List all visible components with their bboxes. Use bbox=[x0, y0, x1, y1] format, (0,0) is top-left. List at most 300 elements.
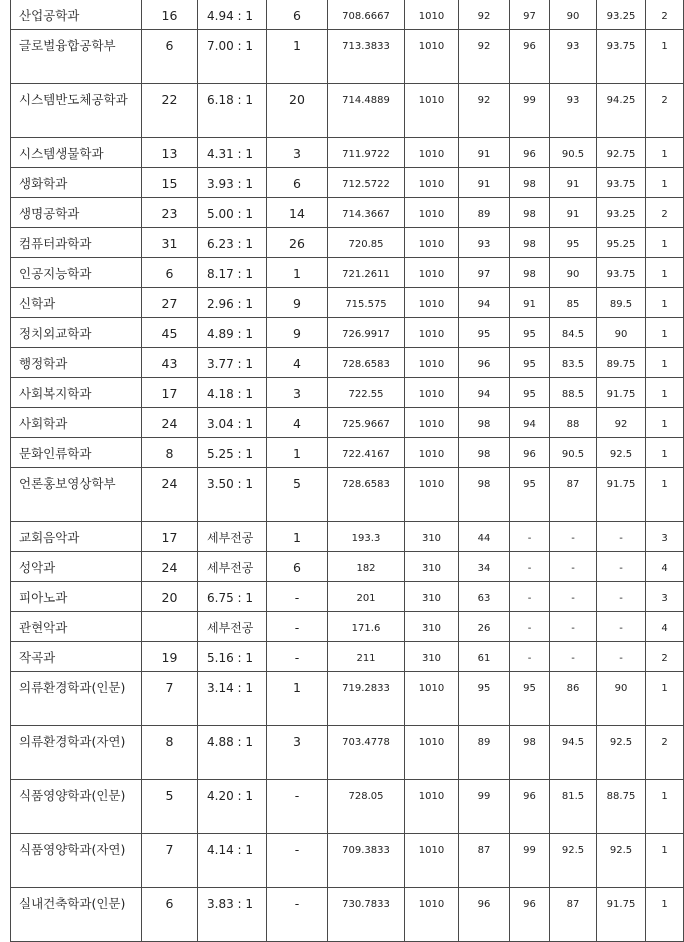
grade-cell: 1 bbox=[646, 672, 684, 726]
grade-cell: 2 bbox=[646, 84, 684, 138]
subject-score-cell: - bbox=[510, 612, 550, 642]
department-cell: 산업공학과 bbox=[11, 0, 142, 30]
average-score-cell: 90 bbox=[597, 672, 646, 726]
score-cell: 703.4778 bbox=[328, 726, 405, 780]
additional-pass-cell: 6 bbox=[267, 0, 328, 30]
subject-score-cell: - bbox=[550, 522, 597, 552]
subject-score-cell: - bbox=[550, 582, 597, 612]
table-row bbox=[11, 834, 684, 888]
subject-score-cell: 98 bbox=[510, 258, 550, 288]
subject-score-cell: 90 bbox=[550, 0, 597, 30]
max-score-cell: 1010 bbox=[405, 168, 459, 198]
average-score-cell: 94.25 bbox=[597, 84, 646, 138]
subject-score-cell: 98 bbox=[510, 228, 550, 258]
competition-ratio-cell: 4.89 : 1 bbox=[198, 318, 267, 348]
score-cell: 211 bbox=[328, 642, 405, 672]
additional-pass-cell: 4 bbox=[267, 348, 328, 378]
quota-cell: 27 bbox=[142, 288, 198, 318]
additional-pass-cell: 6 bbox=[267, 168, 328, 198]
table-row bbox=[11, 552, 684, 582]
competition-ratio-cell: 3.93 : 1 bbox=[198, 168, 267, 198]
score-cell: 709.3833 bbox=[328, 834, 405, 888]
max-score-cell: 1010 bbox=[405, 780, 459, 834]
department-cell: 행정학과 bbox=[11, 348, 142, 378]
score-cell: 719.2833 bbox=[328, 672, 405, 726]
score-cell: 728.05 bbox=[328, 780, 405, 834]
subject-score-cell: 81.5 bbox=[550, 780, 597, 834]
average-score-cell: 95.25 bbox=[597, 228, 646, 258]
max-score-cell: 1010 bbox=[405, 438, 459, 468]
table-row bbox=[11, 672, 684, 726]
subject-score-cell: 89 bbox=[459, 726, 510, 780]
subject-score-cell: - bbox=[550, 642, 597, 672]
additional-pass-cell: - bbox=[267, 582, 328, 612]
subject-score-cell: 84.5 bbox=[550, 318, 597, 348]
quota-cell: 17 bbox=[142, 522, 198, 552]
grade-cell: 4 bbox=[646, 612, 684, 642]
max-score-cell: 310 bbox=[405, 522, 459, 552]
subject-score-cell: 90 bbox=[550, 258, 597, 288]
subject-score-cell: 88 bbox=[550, 408, 597, 438]
subject-score-cell: 94.5 bbox=[550, 726, 597, 780]
quota-cell: 7 bbox=[142, 834, 198, 888]
department-cell: 식품영양학과(인문) bbox=[11, 780, 142, 834]
department-cell: 작곡과 bbox=[11, 642, 142, 672]
competition-ratio-cell: 3.83 : 1 bbox=[198, 888, 267, 942]
grade-cell: 1 bbox=[646, 438, 684, 468]
competition-ratio-cell: 3.50 : 1 bbox=[198, 468, 267, 522]
competition-ratio-cell: 4.88 : 1 bbox=[198, 726, 267, 780]
grade-cell: 1 bbox=[646, 408, 684, 438]
average-score-cell: - bbox=[597, 642, 646, 672]
subject-score-cell: - bbox=[510, 582, 550, 612]
average-score-cell: 93.75 bbox=[597, 168, 646, 198]
subject-score-cell: 94 bbox=[510, 408, 550, 438]
subject-score-cell: 91 bbox=[459, 138, 510, 168]
table-row bbox=[11, 438, 684, 468]
average-score-cell: 92.75 bbox=[597, 138, 646, 168]
table-row bbox=[11, 0, 684, 30]
competition-ratio-cell: 6.23 : 1 bbox=[198, 228, 267, 258]
department-cell: 의류환경학과(자연) bbox=[11, 726, 142, 780]
average-score-cell: 90 bbox=[597, 318, 646, 348]
competition-ratio-cell: 3.04 : 1 bbox=[198, 408, 267, 438]
competition-ratio-cell: 4.31 : 1 bbox=[198, 138, 267, 168]
grade-cell: 1 bbox=[646, 30, 684, 84]
subject-score-cell: 95 bbox=[510, 468, 550, 522]
quota-cell: 8 bbox=[142, 726, 198, 780]
subject-score-cell: 97 bbox=[459, 258, 510, 288]
quota-cell: 31 bbox=[142, 228, 198, 258]
grade-cell: 1 bbox=[646, 258, 684, 288]
subject-score-cell: 99 bbox=[510, 834, 550, 888]
subject-score-cell: 34 bbox=[459, 552, 510, 582]
subject-score-cell: 95 bbox=[510, 378, 550, 408]
table-body bbox=[11, 0, 684, 942]
max-score-cell: 1010 bbox=[405, 726, 459, 780]
competition-ratio-cell: 3.77 : 1 bbox=[198, 348, 267, 378]
max-score-cell: 1010 bbox=[405, 834, 459, 888]
table-row bbox=[11, 378, 684, 408]
average-score-cell: 93.75 bbox=[597, 30, 646, 84]
additional-pass-cell: 1 bbox=[267, 258, 328, 288]
additional-pass-cell: - bbox=[267, 612, 328, 642]
subject-score-cell: 95 bbox=[550, 228, 597, 258]
quota-cell: 8 bbox=[142, 438, 198, 468]
score-cell: 182 bbox=[328, 552, 405, 582]
department-cell: 성악과 bbox=[11, 552, 142, 582]
additional-pass-cell: - bbox=[267, 888, 328, 942]
competition-ratio-cell: 세부전공 bbox=[198, 522, 267, 552]
department-cell: 인공지능학과 bbox=[11, 258, 142, 288]
subject-score-cell: 96 bbox=[459, 888, 510, 942]
competition-ratio-cell: 4.14 : 1 bbox=[198, 834, 267, 888]
subject-score-cell: 89 bbox=[459, 198, 510, 228]
subject-score-cell: 86 bbox=[550, 672, 597, 726]
score-cell: 725.9667 bbox=[328, 408, 405, 438]
average-score-cell: - bbox=[597, 582, 646, 612]
subject-score-cell: 96 bbox=[510, 888, 550, 942]
subject-score-cell: 99 bbox=[459, 780, 510, 834]
grade-cell: 3 bbox=[646, 582, 684, 612]
average-score-cell: 89.75 bbox=[597, 348, 646, 378]
additional-pass-cell: 3 bbox=[267, 378, 328, 408]
score-cell: 193.3 bbox=[328, 522, 405, 552]
quota-cell: 15 bbox=[142, 168, 198, 198]
max-score-cell: 310 bbox=[405, 582, 459, 612]
additional-pass-cell: - bbox=[267, 642, 328, 672]
department-cell: 사회학과 bbox=[11, 408, 142, 438]
score-cell: 715.575 bbox=[328, 288, 405, 318]
average-score-cell: - bbox=[597, 612, 646, 642]
competition-ratio-cell: 4.94 : 1 bbox=[198, 0, 267, 30]
department-cell: 문화인류학과 bbox=[11, 438, 142, 468]
additional-pass-cell: 26 bbox=[267, 228, 328, 258]
quota-cell: 43 bbox=[142, 348, 198, 378]
subject-score-cell: 85 bbox=[550, 288, 597, 318]
table-row bbox=[11, 726, 684, 780]
table-row bbox=[11, 228, 684, 258]
max-score-cell: 1010 bbox=[405, 348, 459, 378]
score-cell: 171.6 bbox=[328, 612, 405, 642]
score-cell: 722.4167 bbox=[328, 438, 405, 468]
department-cell: 관현악과 bbox=[11, 612, 142, 642]
additional-pass-cell: 1 bbox=[267, 30, 328, 84]
grade-cell: 1 bbox=[646, 348, 684, 378]
grade-cell: 1 bbox=[646, 468, 684, 522]
subject-score-cell: 92.5 bbox=[550, 834, 597, 888]
subject-score-cell: 87 bbox=[459, 834, 510, 888]
max-score-cell: 1010 bbox=[405, 408, 459, 438]
subject-score-cell: 98 bbox=[459, 408, 510, 438]
competition-ratio-cell: 세부전공 bbox=[198, 612, 267, 642]
subject-score-cell: 94 bbox=[459, 288, 510, 318]
subject-score-cell: 98 bbox=[510, 726, 550, 780]
table-row bbox=[11, 168, 684, 198]
max-score-cell: 1010 bbox=[405, 318, 459, 348]
department-cell: 교회음악과 bbox=[11, 522, 142, 552]
max-score-cell: 310 bbox=[405, 642, 459, 672]
score-cell: 728.6583 bbox=[328, 348, 405, 378]
subject-score-cell: 94 bbox=[459, 378, 510, 408]
subject-score-cell: 92 bbox=[459, 30, 510, 84]
score-cell: 714.3667 bbox=[328, 198, 405, 228]
additional-pass-cell: 20 bbox=[267, 84, 328, 138]
subject-score-cell: 95 bbox=[459, 672, 510, 726]
average-score-cell: - bbox=[597, 552, 646, 582]
competition-ratio-cell: 6.18 : 1 bbox=[198, 84, 267, 138]
quota-cell: 19 bbox=[142, 642, 198, 672]
subject-score-cell: 87 bbox=[550, 468, 597, 522]
admission-results-table-container bbox=[10, 0, 684, 942]
subject-score-cell: 96 bbox=[459, 348, 510, 378]
department-cell: 실내건축학과(인문) bbox=[11, 888, 142, 942]
table-row bbox=[11, 582, 684, 612]
subject-score-cell: 83.5 bbox=[550, 348, 597, 378]
quota-cell: 7 bbox=[142, 672, 198, 726]
subject-score-cell: - bbox=[510, 522, 550, 552]
max-score-cell: 1010 bbox=[405, 288, 459, 318]
competition-ratio-cell: 5.16 : 1 bbox=[198, 642, 267, 672]
grade-cell: 2 bbox=[646, 0, 684, 30]
quota-cell: 23 bbox=[142, 198, 198, 228]
subject-score-cell: 44 bbox=[459, 522, 510, 552]
table-row bbox=[11, 642, 684, 672]
average-score-cell: 92.5 bbox=[597, 834, 646, 888]
quota-cell: 24 bbox=[142, 552, 198, 582]
additional-pass-cell: 14 bbox=[267, 198, 328, 228]
department-cell: 컴퓨터과학과 bbox=[11, 228, 142, 258]
grade-cell: 1 bbox=[646, 834, 684, 888]
score-cell: 713.3833 bbox=[328, 30, 405, 84]
max-score-cell: 1010 bbox=[405, 0, 459, 30]
table-row bbox=[11, 408, 684, 438]
subject-score-cell: 96 bbox=[510, 438, 550, 468]
quota-cell: 22 bbox=[142, 84, 198, 138]
department-cell: 시스템생물학과 bbox=[11, 138, 142, 168]
additional-pass-cell: 9 bbox=[267, 288, 328, 318]
average-score-cell: - bbox=[597, 522, 646, 552]
competition-ratio-cell: 8.17 : 1 bbox=[198, 258, 267, 288]
grade-cell: 1 bbox=[646, 138, 684, 168]
average-score-cell: 93.75 bbox=[597, 258, 646, 288]
max-score-cell: 1010 bbox=[405, 378, 459, 408]
subject-score-cell: 95 bbox=[510, 318, 550, 348]
grade-cell: 1 bbox=[646, 780, 684, 834]
max-score-cell: 1010 bbox=[405, 198, 459, 228]
additional-pass-cell: - bbox=[267, 834, 328, 888]
subject-score-cell: 61 bbox=[459, 642, 510, 672]
subject-score-cell: 97 bbox=[510, 0, 550, 30]
subject-score-cell: 95 bbox=[510, 672, 550, 726]
max-score-cell: 1010 bbox=[405, 672, 459, 726]
table-row bbox=[11, 258, 684, 288]
max-score-cell: 1010 bbox=[405, 258, 459, 288]
competition-ratio-cell: 3.14 : 1 bbox=[198, 672, 267, 726]
grade-cell: 1 bbox=[646, 378, 684, 408]
score-cell: 721.2611 bbox=[328, 258, 405, 288]
max-score-cell: 1010 bbox=[405, 84, 459, 138]
score-cell: 730.7833 bbox=[328, 888, 405, 942]
quota-cell: 24 bbox=[142, 408, 198, 438]
subject-score-cell: 93 bbox=[550, 84, 597, 138]
subject-score-cell: 92 bbox=[459, 84, 510, 138]
grade-cell: 4 bbox=[646, 552, 684, 582]
admission-results-table bbox=[10, 0, 684, 942]
table-row bbox=[11, 468, 684, 522]
subject-score-cell: 91 bbox=[459, 168, 510, 198]
max-score-cell: 310 bbox=[405, 612, 459, 642]
department-cell: 식품영양학과(자연) bbox=[11, 834, 142, 888]
competition-ratio-cell: 5.25 : 1 bbox=[198, 438, 267, 468]
max-score-cell: 1010 bbox=[405, 138, 459, 168]
department-cell: 언론홍보영상학부 bbox=[11, 468, 142, 522]
quota-cell: 6 bbox=[142, 888, 198, 942]
department-cell: 피아노과 bbox=[11, 582, 142, 612]
table-row bbox=[11, 288, 684, 318]
table-row bbox=[11, 888, 684, 942]
max-score-cell: 310 bbox=[405, 552, 459, 582]
additional-pass-cell: 5 bbox=[267, 468, 328, 522]
additional-pass-cell: 6 bbox=[267, 552, 328, 582]
quota-cell: 13 bbox=[142, 138, 198, 168]
additional-pass-cell: 4 bbox=[267, 408, 328, 438]
quota-cell: 24 bbox=[142, 468, 198, 522]
table-row bbox=[11, 198, 684, 228]
average-score-cell: 91.75 bbox=[597, 468, 646, 522]
average-score-cell: 92 bbox=[597, 408, 646, 438]
quota-cell: 6 bbox=[142, 258, 198, 288]
grade-cell: 1 bbox=[646, 288, 684, 318]
department-cell: 신학과 bbox=[11, 288, 142, 318]
table-row bbox=[11, 138, 684, 168]
additional-pass-cell: 1 bbox=[267, 672, 328, 726]
additional-pass-cell: 3 bbox=[267, 726, 328, 780]
score-cell: 720.85 bbox=[328, 228, 405, 258]
table-row bbox=[11, 318, 684, 348]
subject-score-cell: 87 bbox=[550, 888, 597, 942]
subject-score-cell: 95 bbox=[459, 318, 510, 348]
subject-score-cell: - bbox=[550, 552, 597, 582]
grade-cell: 2 bbox=[646, 642, 684, 672]
score-cell: 726.9917 bbox=[328, 318, 405, 348]
table-row bbox=[11, 84, 684, 138]
subject-score-cell: 98 bbox=[459, 468, 510, 522]
score-cell: 714.4889 bbox=[328, 84, 405, 138]
grade-cell: 1 bbox=[646, 168, 684, 198]
grade-cell: 1 bbox=[646, 228, 684, 258]
average-score-cell: 91.75 bbox=[597, 378, 646, 408]
average-score-cell: 92.5 bbox=[597, 726, 646, 780]
grade-cell: 2 bbox=[646, 726, 684, 780]
subject-score-cell: 96 bbox=[510, 780, 550, 834]
additional-pass-cell: 3 bbox=[267, 138, 328, 168]
subject-score-cell: 98 bbox=[459, 438, 510, 468]
subject-score-cell: 90.5 bbox=[550, 138, 597, 168]
score-cell: 712.5722 bbox=[328, 168, 405, 198]
table-row bbox=[11, 30, 684, 84]
grade-cell: 1 bbox=[646, 318, 684, 348]
score-cell: 711.9722 bbox=[328, 138, 405, 168]
additional-pass-cell: 9 bbox=[267, 318, 328, 348]
max-score-cell: 1010 bbox=[405, 228, 459, 258]
grade-cell: 2 bbox=[646, 198, 684, 228]
average-score-cell: 93.25 bbox=[597, 198, 646, 228]
subject-score-cell: 92 bbox=[459, 0, 510, 30]
department-cell: 글로벌융합공학부 bbox=[11, 30, 142, 84]
grade-cell: 1 bbox=[646, 888, 684, 942]
department-cell: 생화학과 bbox=[11, 168, 142, 198]
table-row bbox=[11, 780, 684, 834]
score-cell: 201 bbox=[328, 582, 405, 612]
max-score-cell: 1010 bbox=[405, 468, 459, 522]
quota-cell: 17 bbox=[142, 378, 198, 408]
department-cell: 사회복지학과 bbox=[11, 378, 142, 408]
department-cell: 의류환경학과(인문) bbox=[11, 672, 142, 726]
subject-score-cell: - bbox=[550, 612, 597, 642]
competition-ratio-cell: 4.20 : 1 bbox=[198, 780, 267, 834]
subject-score-cell: 95 bbox=[510, 348, 550, 378]
quota-cell: 6 bbox=[142, 30, 198, 84]
subject-score-cell: 26 bbox=[459, 612, 510, 642]
department-cell: 정치외교학과 bbox=[11, 318, 142, 348]
score-cell: 728.6583 bbox=[328, 468, 405, 522]
max-score-cell: 1010 bbox=[405, 888, 459, 942]
subject-score-cell: 98 bbox=[510, 168, 550, 198]
subject-score-cell: 96 bbox=[510, 138, 550, 168]
table-row bbox=[11, 522, 684, 552]
average-score-cell: 88.75 bbox=[597, 780, 646, 834]
table-row bbox=[11, 612, 684, 642]
quota-cell: 45 bbox=[142, 318, 198, 348]
competition-ratio-cell: 세부전공 bbox=[198, 552, 267, 582]
average-score-cell: 89.5 bbox=[597, 288, 646, 318]
score-cell: 722.55 bbox=[328, 378, 405, 408]
department-cell: 시스템반도체공학과 bbox=[11, 84, 142, 138]
subject-score-cell: - bbox=[510, 642, 550, 672]
subject-score-cell: 98 bbox=[510, 198, 550, 228]
table-row bbox=[11, 348, 684, 378]
grade-cell: 3 bbox=[646, 522, 684, 552]
competition-ratio-cell: 4.18 : 1 bbox=[198, 378, 267, 408]
subject-score-cell: 93 bbox=[550, 30, 597, 84]
competition-ratio-cell: 5.00 : 1 bbox=[198, 198, 267, 228]
subject-score-cell: 63 bbox=[459, 582, 510, 612]
subject-score-cell: - bbox=[510, 552, 550, 582]
subject-score-cell: 91 bbox=[510, 288, 550, 318]
department-cell: 생명공학과 bbox=[11, 198, 142, 228]
subject-score-cell: 96 bbox=[510, 30, 550, 84]
competition-ratio-cell: 2.96 : 1 bbox=[198, 288, 267, 318]
quota-cell: 16 bbox=[142, 0, 198, 30]
subject-score-cell: 91 bbox=[550, 198, 597, 228]
quota-cell: 20 bbox=[142, 582, 198, 612]
competition-ratio-cell: 6.75 : 1 bbox=[198, 582, 267, 612]
additional-pass-cell: 1 bbox=[267, 438, 328, 468]
additional-pass-cell: 1 bbox=[267, 522, 328, 552]
subject-score-cell: 88.5 bbox=[550, 378, 597, 408]
average-score-cell: 93.25 bbox=[597, 0, 646, 30]
subject-score-cell: 91 bbox=[550, 168, 597, 198]
subject-score-cell: 93 bbox=[459, 228, 510, 258]
average-score-cell: 91.75 bbox=[597, 888, 646, 942]
average-score-cell: 92.5 bbox=[597, 438, 646, 468]
subject-score-cell: 90.5 bbox=[550, 438, 597, 468]
additional-pass-cell: - bbox=[267, 780, 328, 834]
score-cell: 708.6667 bbox=[328, 0, 405, 30]
subject-score-cell: 99 bbox=[510, 84, 550, 138]
quota-cell bbox=[142, 612, 198, 642]
